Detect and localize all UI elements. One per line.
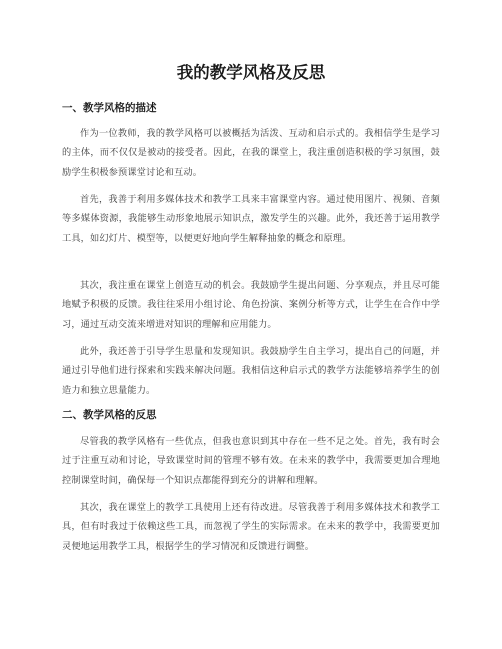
paragraph-description-3: 其次，我注重在课堂上创造互动的机会。我鼓励学生提出问题、分享观点，并且尽可能地赋予积极的反馈。我往往采用小组讨论、角色扮演、案例分析等方式，让学生在合作中学习，通过互动交流来增进对知识的理解和应用能力。: [62, 280, 440, 330]
page-title: 我的教学风格及反思: [176, 63, 326, 82]
paragraph-reflection-2: 其次，我在课堂上的教学工具使用上还有待改进。尽管我善于利用多媒体技术和教学工具，但有时我过于依赖这些工具，而忽视了学生的实际需求。在未来的教学中，我需要更加灵便地运用教学工具，根据学生的学习情况和反馈进行调整。: [62, 502, 440, 552]
section-heading-reflection: 二、教学风格的反思: [62, 409, 157, 421]
paragraph-description-2: 首先，我善于利用多媒体技术和教学工具来丰富课堂内容。通过使用图片、视频、音频等多媒体资源，我能够生动形象地展示知识点，激发学生的兴趣。此外，我还善于运用教学工具，如幻灯片、模型等，以便更好地向学生解释抽象的概念和原理。: [62, 194, 440, 244]
paragraph-description-4: 此外，我还善于引导学生思量和发现知识。我鼓励学生自主学习，提出自己的问题，并通过引导他们进行探索和实践来解决问题。我相信这种启示式的教学方法能够培养学生的创造力和独立思量能力。: [62, 346, 440, 396]
paragraph-reflection-1: 尽管我的教学风格有一些优点，但我也意识到其中存在一些不足之处。首先，我有时会过于注重互动和讨论，导致课堂时间的管理不够有效。在未来的教学中，我需要更加合理地控制课堂时间，确保每一个知识点都能得到充分的讲解和理解。: [62, 436, 440, 486]
section-heading-description: 一、教学风格的描述: [62, 102, 157, 114]
paragraph-description-1: 作为一位教师，我的教学风格可以被概括为活泼、互动和启示式的。我相信学生是学习的主体，而不仅仅是被动的接受者。因此，在我的课堂上，我注重创造积极的学习氛围，鼓励学生积极参预课堂讨论和互动。: [62, 128, 440, 178]
